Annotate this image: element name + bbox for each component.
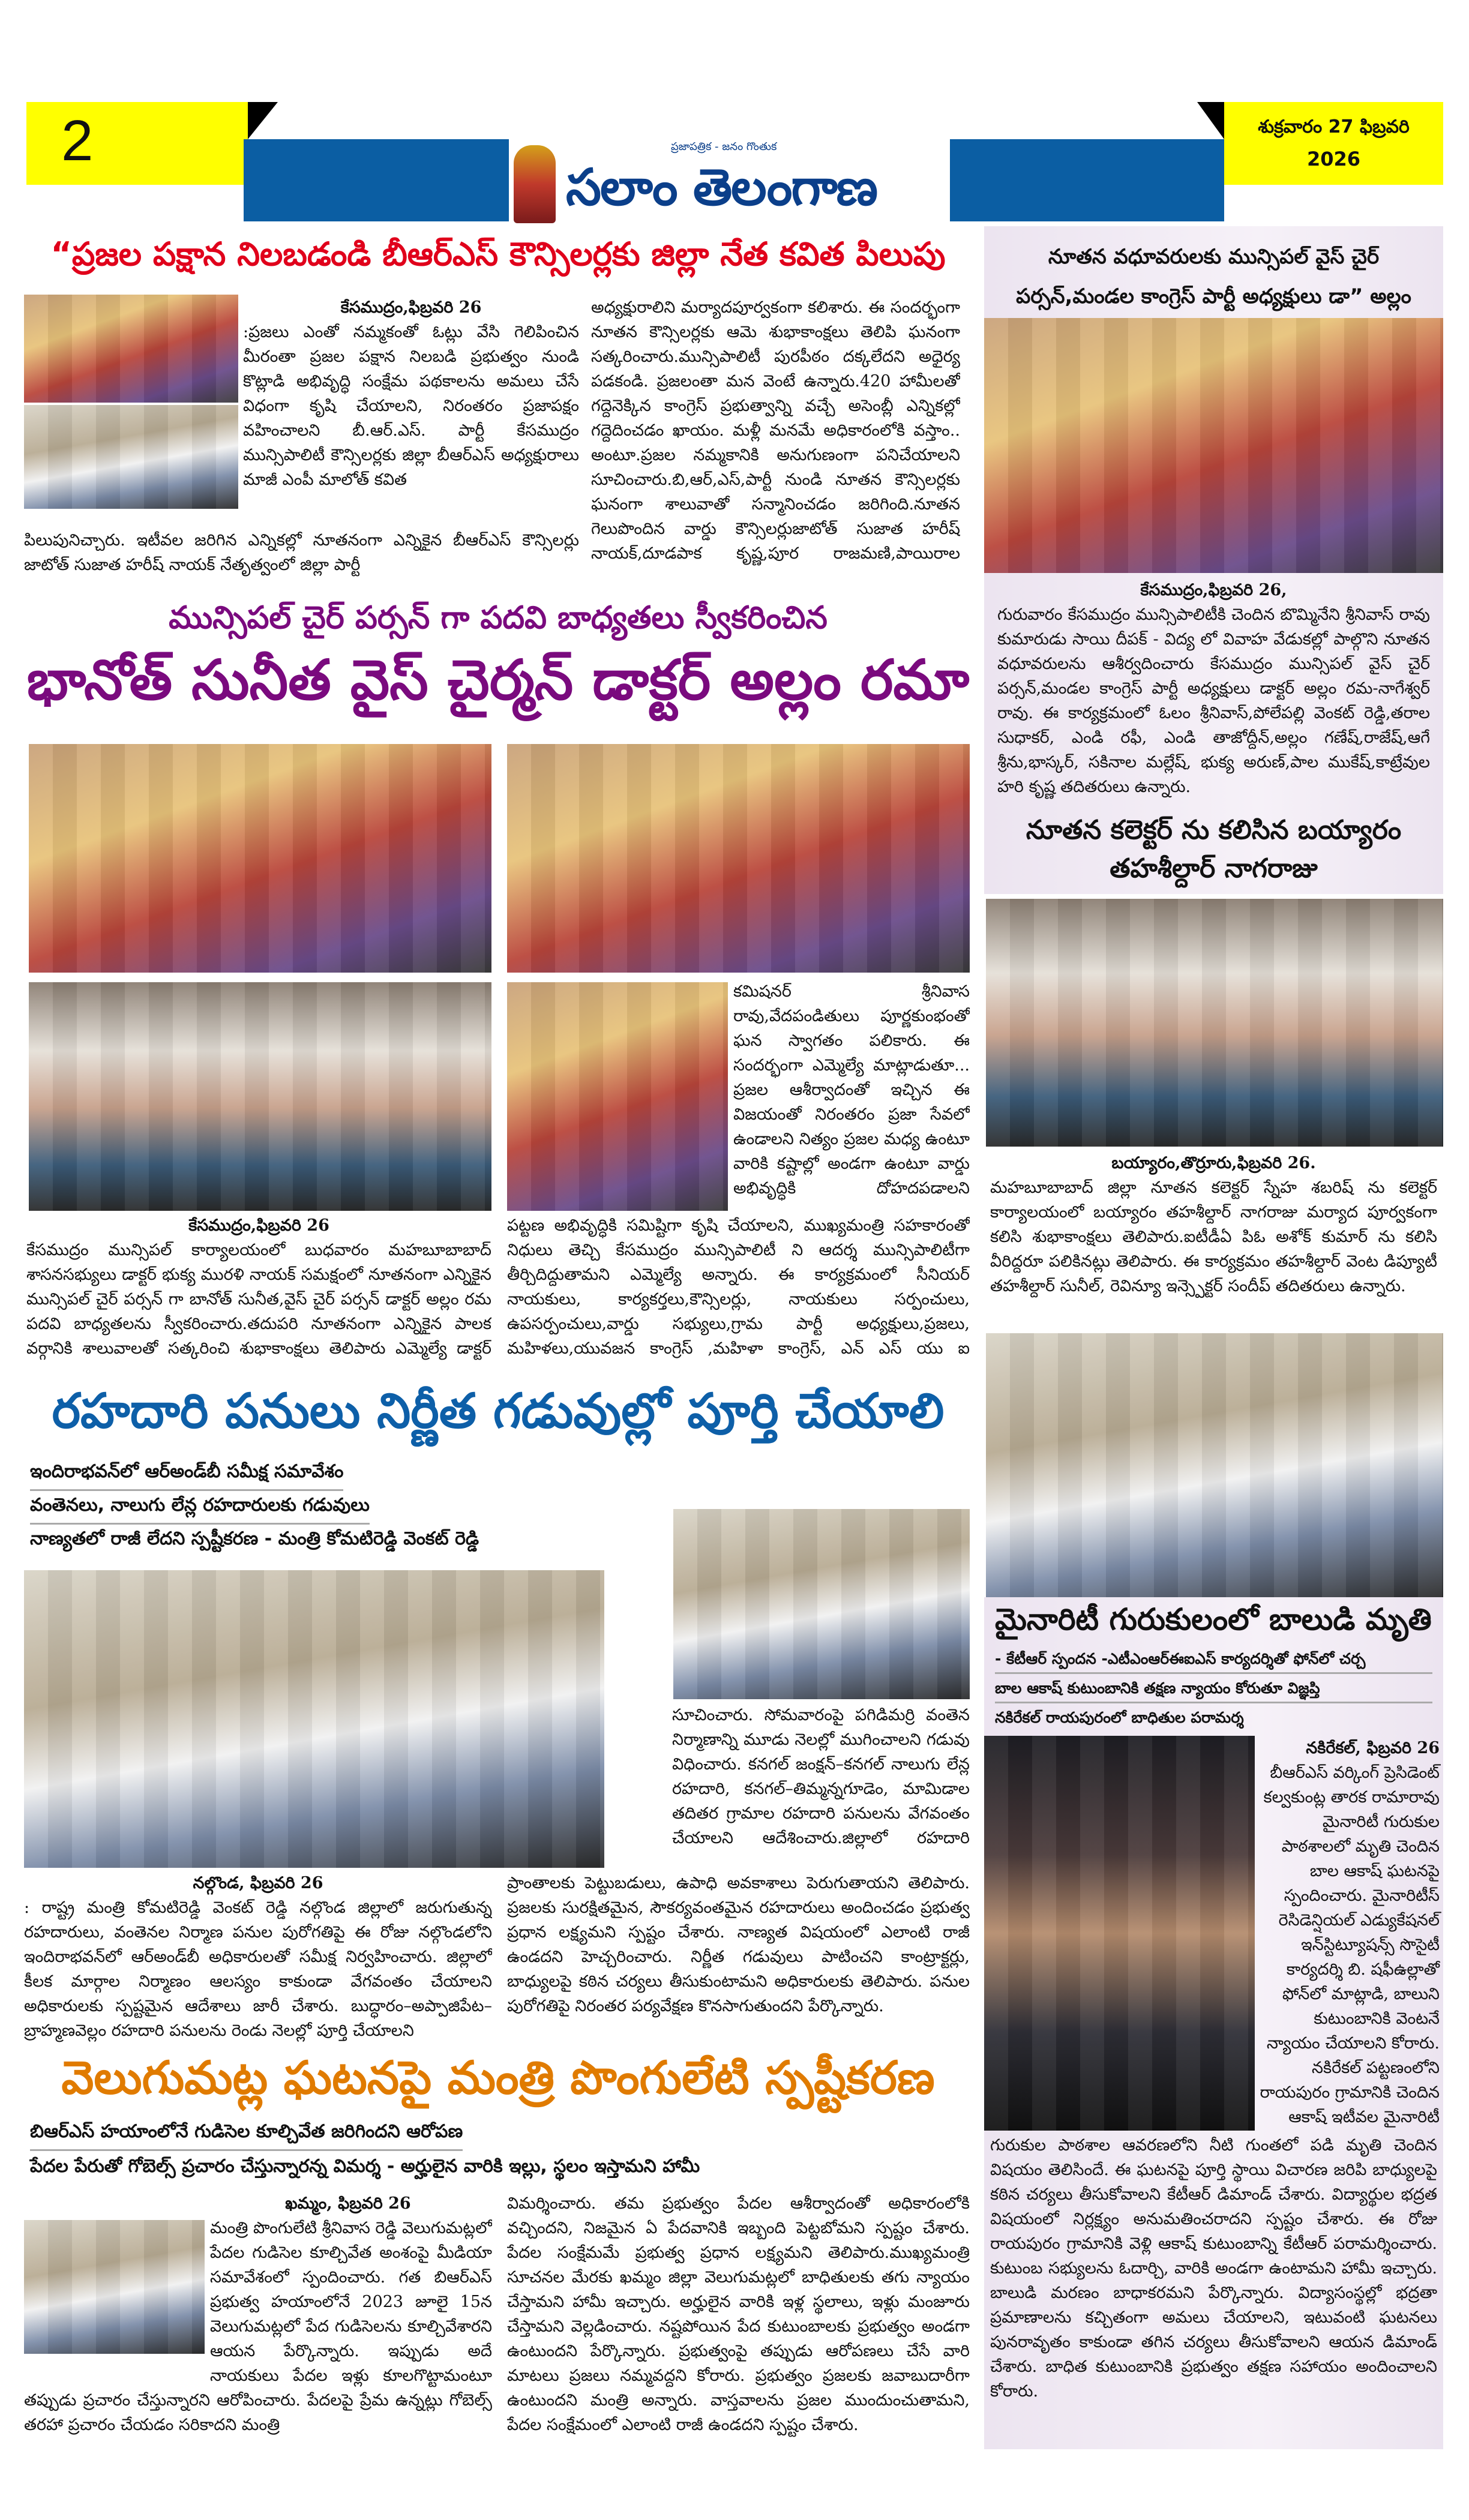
issue-day: శుక్రవారం 27 ఫిబ్రవరి bbox=[1258, 116, 1410, 137]
right2-dateline: బయ్యారం,తొర్రూరు,ఫిబ్రవరి 26. bbox=[1111, 1154, 1316, 1172]
masthead-title: సలాం తెలంగాణ bbox=[566, 158, 877, 217]
article2-col2b: పట్టణ అభివృద్ధికి సమిష్టిగా కృషి చేయాలని, ముఖ్యమంత్రి సహకారంతో నిధులు తెచ్చి కేసముద్రం మున్సిపాలిటీ ని ఆదర్శ మున్సిపాలిటీగా తీర్చిదిద్దుతామని ఎమ్మెల్యే అన్నారు. ఈ కార్యక్రమంలో సీనియర్ నాయకులు, కార్యకర్తలు,కౌన్సిలర్లు, నాయకులు సర్పంచులు, ఉపసర్పంచులు,వార్డు సభ్యులు,గ్రామ పార్టీ అధ్యక్షులు,ప్రజలు, మహిళలు,యువజన కాంగ్రెస్ ,మహిళా కాంగ్రెస్, ఎన్ ఎస్ యు ఐ bbox=[507, 1216, 970, 1358]
article3-col2: ప్రాంతాలకు పెట్టుబడులు, ఉపాధి అవకాశాలు పెరుగుతాయని తెలిపారు. ప్రజలకు సురక్షితమైన, సౌకర్యవంతమైన రహదారులు అందించడం ప్రభుత్వ ప్రధాన లక్ష్యమని స్పష్టం చేశారు. నాణ్యత విషయంలో ఎలాంటి రాజీ ఉండదని హెచ్చరించారు. నిర్ణీత గడువులు పాటించని కాంట్రాక్టర్లు, బాధ్యులపై కఠిన చర్యలు తీసుకుంటామని అధికారులకు తెలిపారు. పనుల పురోగతిపై నిరంతర పర్యవేక్షణ కొనసాగుతుందని పేర్కొన్నారు. bbox=[507, 1874, 970, 2015]
right2-photo-collector bbox=[986, 899, 1443, 1147]
right1-dateline: కేసముద్రం,ఫిబ్రవరి 26, bbox=[1140, 581, 1287, 599]
right3-headline: మైనారిటీ గురుకులంలో బాలుడి మృతి bbox=[995, 1602, 1432, 1637]
right3-subhead-3: నకిరేకల్ రాయపురంలో బాధితుల పరామర్శ bbox=[995, 1709, 1244, 1726]
article3-col1-text: : రాష్ట్ర మంత్రి కోమటిరెడ్డి వెంకట్ రెడ్డి నల్గొండ జిల్లాలో జరుగుతున్న రహదారులు, వంతెనల నిర్మాణ పనుల పురోగతిపై ఈ రోజు నల్గొండలోని ఇందిరాభవన్‌లో ఆర్అండ్‌బీ అధికారులతో సమీక్ష నిర్వహించారు. జిల్లాలో కీలక మార్గాల నిర్మాణం ఆలస్యం కాకుండా వేగవంతం చేయాలని అధికారులకు స్పష్టమైన ఆదేశాలు జారీ చేశారు. బుద్ధారం–అప్పాజిపేట–బ్రాహ్మణవెల్లం రహదారి పనులను రెండు నెలల్లో పూర్తి చేయాలని bbox=[24, 1898, 492, 2040]
article3-photo-meeting bbox=[24, 1570, 604, 1868]
article4-col1-text: మంత్రి పొంగులేటి శ్రీనివాస రెడ్డి వెలుగుమట్లలో పేదల గుడిసెల కూల్చివేత అంశంపై మీడియా సమావేశంలో స్పందించారు. గత బిఆర్ఎస్ ప్రభుత్వ హయాంలోనే 2023 జూలై 15న వెలుగుమట్లలో పేద గుడిసెలను కూల్చివేశారని ఆయన పేర్కొన్నారు. ఇప్పుడు అదే నాయకులు పేదల ఇళ్లు కూలగొట్టామంటూ తప్పుడు ప్రచారం చేస్తున్నారని ఆరోపించారు. పేదలపై ప్రేమ ఉన్నట్లు గోబెల్స్ తరహా ప్రచారం చేయడం సరికాదని మంత్రి bbox=[24, 2219, 492, 2434]
right2-headline: నూతన కలెక్టర్ ను కలిసిన బయ్యారం తహశీల్దార్ నాగరాజు bbox=[1026, 815, 1402, 884]
right2-body-text: మహబూబాబాద్ జిల్లా నూతన కలెక్టర్ స్నేహ శబరిష్ ను కలెక్టర్ కార్యాలయంలో బయ్యారం తహశీల్దార్ నాగరాజు మర్యాద పూర్వకంగా కలిసి శుభాకాంక్షలు తెలిపారు.ఐటీడీఏ పిఓ అశోక్ కుమార్ ను కలిసి వీరిద్దరూ పలికినట్లు తెలిపారు. ఈ కార్యక్రమం తహశీల్దార్ వెంట డిప్యూటీ తహశీల్దార్ సునీల్, రెవిన్యూ ఇన్స్పెక్టర్ సందీప్ తదితరులు ఉన్నారు. bbox=[990, 1178, 1437, 1295]
right3-body: గురుకుల పాఠశాల ఆవరణలోని నీటి గుంతలో పడి మృతి చెందిన విషయం తెలిసిందే. ఈ ఘటనపై పూర్తి స్థాయి విచారణ జరిపి బాధ్యులపై కఠిన చర్యలు తీసుకోవాలని కేటీఆర్ డిమాండ్ చేశారు. విద్యార్థుల భద్రత విషయంలో నిర్లక్ష్యం అనుమతించరాదని స్పష్టం చేశారు. ఈ రోజు రాయపురం గ్రామానికి వెళ్లి ఆకాష్ కుటుంబాన్ని కేటీఆర్ పరామర్శించారు. కుటుంబ సభ్యులను ఓదార్చి, వారికి అండగా ఉంటామని హామీ ఇచ్చారు. బాలుడి మరణం బాధాకరమని పేర్కొన్నారు. విద్యాసంస్థల్లో భద్రతా ప్రమాణాలను కచ్చితంగా అమలు చేయాలని, ఇటువంటి ఘటనలు పునరావృతం కాకుండా తగిన చర్యలు తీసుకోవాలని ఆయన డిమాండ్ చేశారు. బాధిత కుటుంబానికి ప్రభుత్వం తక్షణ సహాయం అందించాలని కోరారు. bbox=[990, 2136, 1437, 2401]
page-number: 2 bbox=[61, 109, 94, 173]
article4-col1 bbox=[24, 2191, 492, 2437]
article3-subhead-1: ఇందిరాభవన్‌లో ఆర్అండ్‌బీ సమీక్ష సమావేశం bbox=[30, 1458, 343, 1491]
masthead-tagline: ప్రజాపత్రిక - జనం గొంతుక bbox=[671, 140, 777, 153]
article1-col1-text: :ప్రజలు ఎంతో నమ్మకంతో ఓట్లు వేసి గెలిపించిన మీరంతా ప్రజల పక్షాన నిలబడి ప్రభుత్వం నుండి కొట్లాడి అభివృద్ధి సంక్షేమ పథకాలను అమలు చేసే విధంగా కృషి చేయాలని, నిరంతరం ప్రజాపక్షం వహించాలని బీ.ఆర్.ఎస్. పార్టీ కేసముద్రం మున్సిపాలిటీ కౌన్సిలర్లకు జిల్లా బీఆర్ఎస్ అధ్యక్షురాలు మాజీ ఎంపీ మాలోత్ కవిత bbox=[243, 323, 579, 489]
right3-subhead-2: బాల ఆకాష్ కుటుంబానికి తక్షణ న్యాయం కోరుతూ విజ్ఞప్తి bbox=[995, 1676, 1432, 1703]
article1-col1 bbox=[243, 295, 579, 517]
article2-photo-4 bbox=[507, 982, 728, 1211]
right-box-1 bbox=[984, 226, 1443, 894]
article4-col2: విమర్శించారు. తమ ప్రభుత్వం పేదల ఆశీర్వాదంతో అధికారంలోకి వచ్చిందని, నిజమైన ఏ పేదవానికి ఇబ్బంది పెట్టబోమని స్పష్టం చేశారు. పేదల సంక్షేమమే ప్రభుత్వ ప్రధాన లక్ష్యమని తెలిపారు.ముఖ్యమంత్రి సూచనల మేరకు ఖమ్మం జిల్లా వెలుగుమట్లలో బాధితులకు తగు న్యాయం చేస్తామని హామీ ఇచ్చారు. అర్హులైన వారికి ఇళ్ల స్థలాలు, ఇళ్లు మంజూరు చేస్తామని వెల్లడించారు. నష్టపోయిన పేద కుటుంబాలకు ప్రభుత్వం అండగా ఉంటుందని పేర్కొన్నారు. ప్రభుత్వంపై తప్పుడు ఆరోపణలు చేసే వారి మాటలు ప్రజలు నమ్మవద్దని కోరారు. ప్రభుత్వం ప్రజలకు జవాబుదారీగా ఉంటుందని మంత్రి అన్నారు. వాస్తవాలను ప్రజల ముందుంచుతామని, పేదల సంక్షేమంలో ఎలాంటి రాజీ ఉండదని స్పష్టం చేశారు. bbox=[507, 2194, 970, 2434]
photo-spacer bbox=[24, 2216, 210, 2366]
right3-dateline: నకిరేకల్, ఫిబ్రవరి 26 bbox=[1306, 1739, 1440, 1757]
article2-photo-1 bbox=[29, 744, 491, 973]
article2-headline: భానోత్ సునీత వైస్ చైర్మన్ డాక్టర్ అల్లం రమా bbox=[26, 648, 970, 712]
right2-body bbox=[990, 1151, 1437, 1323]
article1-photo-top bbox=[24, 295, 238, 403]
date-box bbox=[1224, 102, 1443, 185]
masthead-bar-left bbox=[244, 139, 509, 221]
goddess-emblem bbox=[514, 145, 556, 223]
right3-photo-ktr bbox=[984, 1736, 1255, 2131]
article2-dateline: కేసముద్రం,ఫిబ్రవరి 26 bbox=[188, 1216, 329, 1235]
issue-year: 2026 bbox=[1306, 148, 1361, 170]
corner-triangle-right bbox=[1197, 102, 1224, 139]
right1-headline: నూతన వధూవరులకు మున్సిపల్ వైస్ చైర్ పర్సన్,మండల కాంగ్రెస్ పార్టీ అధ్యక్షులు డా” అల్లం bbox=[1016, 245, 1411, 308]
article2-col1-text: కేసముద్రం మున్సిపల్ కార్యాలయంలో బుధవారం మహబూబాబాద్ శాసనసభ్యులు డాక్టర్ భుక్య మురళి నాయక్ సమక్షంలో నూతనంగా ఎన్నికైన మున్సిపల్ చైర్ పర్సన్ గా బానోత్ సునీత,వైస్ చైర్ పర్సన్ డాక్టర్ అల్లం రమ పదవి బాధ్యతలను స్వీకరించారు.తదుపరి నూతనంగా ఎన్నికైన పాలక వర్గానికి శాలువాలతో సత్కరించి శుభాకాంక్షలు తెలిపారు ఎమ్మెల్యే డాక్టర్ bbox=[26, 1241, 491, 1358]
article2-kicker: మున్సిపల్ చైర్ పర్సన్ గా పదవి బాధ్యతలు స్వీకరించిన bbox=[169, 600, 828, 636]
page-number-box bbox=[26, 102, 248, 185]
article2-col2a: కమిషనర్ శ్రీనివాస రావు,వేదపండితులు పూర్ణకుంభంతో ఘన స్వాగతం పలికారు. ఈ సందర్భంగా ఎమ్మెల్యే మాట్లాడుతూ... ప్రజల ఆశీర్వాదంతో ఇచ్చిన ఈ విజయంతో నిరంతరం ప్రజా సేవలో ఉండాలని నిత్యం ప్రజల మధ్య ఉంటూ వారికి కష్టాల్లో అండగా ఉంటూ వార్డు అభివృద్ధికి దోహదపడాలని bbox=[733, 982, 970, 1198]
corner-triangle-left bbox=[248, 102, 278, 139]
article1-dateline: కేసముద్రం,ఫిబ్రవరి 26 bbox=[340, 298, 482, 317]
article3-side: సూచించారు. సోమవారంపై పగిడిమర్రి వంతెన నిర్మాణాన్ని మూడు నెలల్లో ముగించాలని గడువు విధించారు. కనగల్ జంక్షన్–కనగల్ నాలుగు లేన్ల రహదారి, కనగల్–తిమ్మన్నగూడెం, మామిడాల తదితర గ్రామాల రహదారి పనులను వేగవంతం చేయాలని ఆదేశించారు.జిల్లాలో రహదారి bbox=[672, 1706, 970, 1847]
right1-body-text: గురువారం కేసముద్రం మున్సిపాలిటీకి చెందిన బొమ్మినేని శ్రీనివాస్ రావు కుమారుడు సాయి దీపక్ - విద్య లో వివాహ వేడుకల్లో పాల్గొని నూతన వధూవరులను ఆశీర్వదించారు కేసముద్రం మున్సిపల్ వైస్ చైర్ పర్సన్,మండల కాంగ్రెస్ పార్టీ అధ్యక్షులు డాక్టర్ అల్లం రమ-నాగేశ్వర్ రావు. ఈ కార్యక్రమంలో ఓలం శ్రీనివాస్,పోలేపల్లి వెంకట్ రెడ్డి,తరాల సుధాకర్, ఎండి రఫీ, ఎండి తాజోద్దీన్,అల్లం గణేష్,రాజేష్,ఆగే శ్రీను,భాస్కర్, సకినాల మల్లేష్, భుక్య అరుణ్,పాల ముకేష్,కాట్రేవుల హరి కృష్ణ తదితరులు ఉన్నారు. bbox=[997, 605, 1430, 796]
right3-side bbox=[1258, 1736, 1443, 2129]
right-box-3 bbox=[984, 1597, 1443, 2449]
right3-subhead-1: - కేటీఆర్ స్పందన -ఎటీఎంఆర్ఈఐఎస్ కార్యదర్శితో ఫోన్‌లో చర్చ bbox=[995, 1647, 1432, 1674]
article4-headline: వెలుగుమట్ల ఘటనపై మంత్రి పొంగులేటి స్పష్టీకరణ bbox=[61, 2051, 935, 2104]
article2-photo-3 bbox=[29, 982, 491, 1211]
article3-photo-minister bbox=[673, 1509, 970, 1699]
article1-photo-bottom bbox=[24, 405, 238, 509]
article4-subhead-2: పేదల పేరుతో గోబెల్స్ ప్రచారం చేస్తున్నారన్న విమర్శ - అర్హులైన వారికి ఇల్లు, స్థలం ఇస్తామని హామీ bbox=[30, 2156, 700, 2177]
right1-body bbox=[997, 578, 1430, 799]
article3-dateline: నల్గొండ, ఫిబ్రవరి 26 bbox=[193, 1874, 323, 1892]
masthead-bar-right bbox=[950, 139, 1224, 221]
masthead-logo bbox=[509, 139, 950, 226]
article4-dateline: ఖమ్మం, ఫిబ్రవరి 26 bbox=[285, 2194, 411, 2213]
article3-subhead-2: వంతెనలు, నాలుగు లేన్ల రహదారులకు గడువులు bbox=[30, 1492, 370, 1525]
right3-photo-row bbox=[984, 1736, 1443, 2131]
article1-tail: పిలుపునిచ్చారు. ఇటీవల జరిగిన ఎన్నికల్లో నూతనంగా ఎన్నికైన బీఆర్ఎస్ కౌన్సిలర్లు జాటోత్ సుజాత హరీష్ నాయక్ నేతృత్వంలో జిల్లా పార్టీ bbox=[24, 531, 579, 574]
article2-col1 bbox=[26, 1213, 491, 1361]
article1-headline: “ప్రజల పక్షాన నిలబడండి బీఆర్ఎస్ కౌన్సిలర్లకు జిల్లా నేత కవిత పిలుపు bbox=[50, 235, 946, 273]
right1-photo-wedding bbox=[984, 318, 1443, 573]
article3-col1 bbox=[24, 1871, 492, 2043]
article3-subhead-3: నాణ్యతలో రాజీ లేదని స్పష్టీకరణ - మంత్రి కోమటిరెడ్డి వెంకట్ రెడ్డి bbox=[30, 1528, 479, 1549]
right2-photo-group bbox=[986, 1333, 1443, 1597]
article3-headline: రహదారి పనులు నిర్ణీత గడువుల్లో పూర్తి చేయాలి bbox=[52, 1383, 945, 1439]
article4-subhead-1: బిఆర్ఎస్ హయాంలోనే గుడిసెల కూల్చివేత జరిగిందని ఆరోపణ bbox=[30, 2118, 463, 2151]
article1-col2: అధ్యక్షురాలిని మర్యాదపూర్వకంగా కలిశారు. ఈ సందర్భంగా నూతన కౌన్సిలర్లకు ఆమె శుభాకాంక్షలు తెలిపి ఘనంగా సత్కరించారు.మున్సిపాలిటీ పురపీఠం దక్కలేదని అధైర్య పడకండి. ప్రజలంతా మన వెంటే ఉన్నారు.420 హామీలతో గద్దెనెక్కిన కాంగ్రెస్ ప్రభుత్వాన్ని వచ్చే అసెంబ్లీ ఎన్నికల్లో గద్దెదించడం ఖాయం. మళ్లీ మనమే అధికారంలోకి వస్తాం.. అంటూ.ప్రజల నమ్మకానికి అనుగుణంగా పనిచేయాలని సూచించారు.బి,ఆర్,ఎస్,పార్టీ నుండి నూతన కౌన్సిలర్లకు ఘనంగా శాలువాతో సన్మానించడం జరిగింది.నూతన గెలుపొందిన వార్డు కౌన్సిలర్లుజాటోత్ సుజాత హరీష్ నాయక్,దూడపాక కృష్ణ,పూర రాజమణి,పాయిరాల bbox=[591, 298, 960, 563]
article2-photo-2 bbox=[507, 744, 970, 973]
right3-side-text: బీఆర్ఎస్ వర్కింగ్ ప్రెసిడెంట్ కల్వకుంట్ల తారక రామారావు మైనారిటీ గురుకుల పాఠశాలలో మృతి చెందిన బాల ఆకాష్ ఘటనపై స్పందించారు. మైనారిటీస్ రెసిడెన్షియల్ ఎడ్యుకేషనల్ ఇన్‌స్టిట్యూషన్స్ సొసైటీ కార్యదర్శి బి. షఫీఉల్లాతో ఫోన్‌లో మాట్లాడి, బాలుని కుటుంబానికి వెంటనే న్యాయం చేయాలని కోరారు. నకిరేకల్ పట్టణంలోని రాయపురం గ్రామానికి చెందిన ఆకాష్ ఇటీవల మైనారిటీ bbox=[1260, 1763, 1440, 2126]
